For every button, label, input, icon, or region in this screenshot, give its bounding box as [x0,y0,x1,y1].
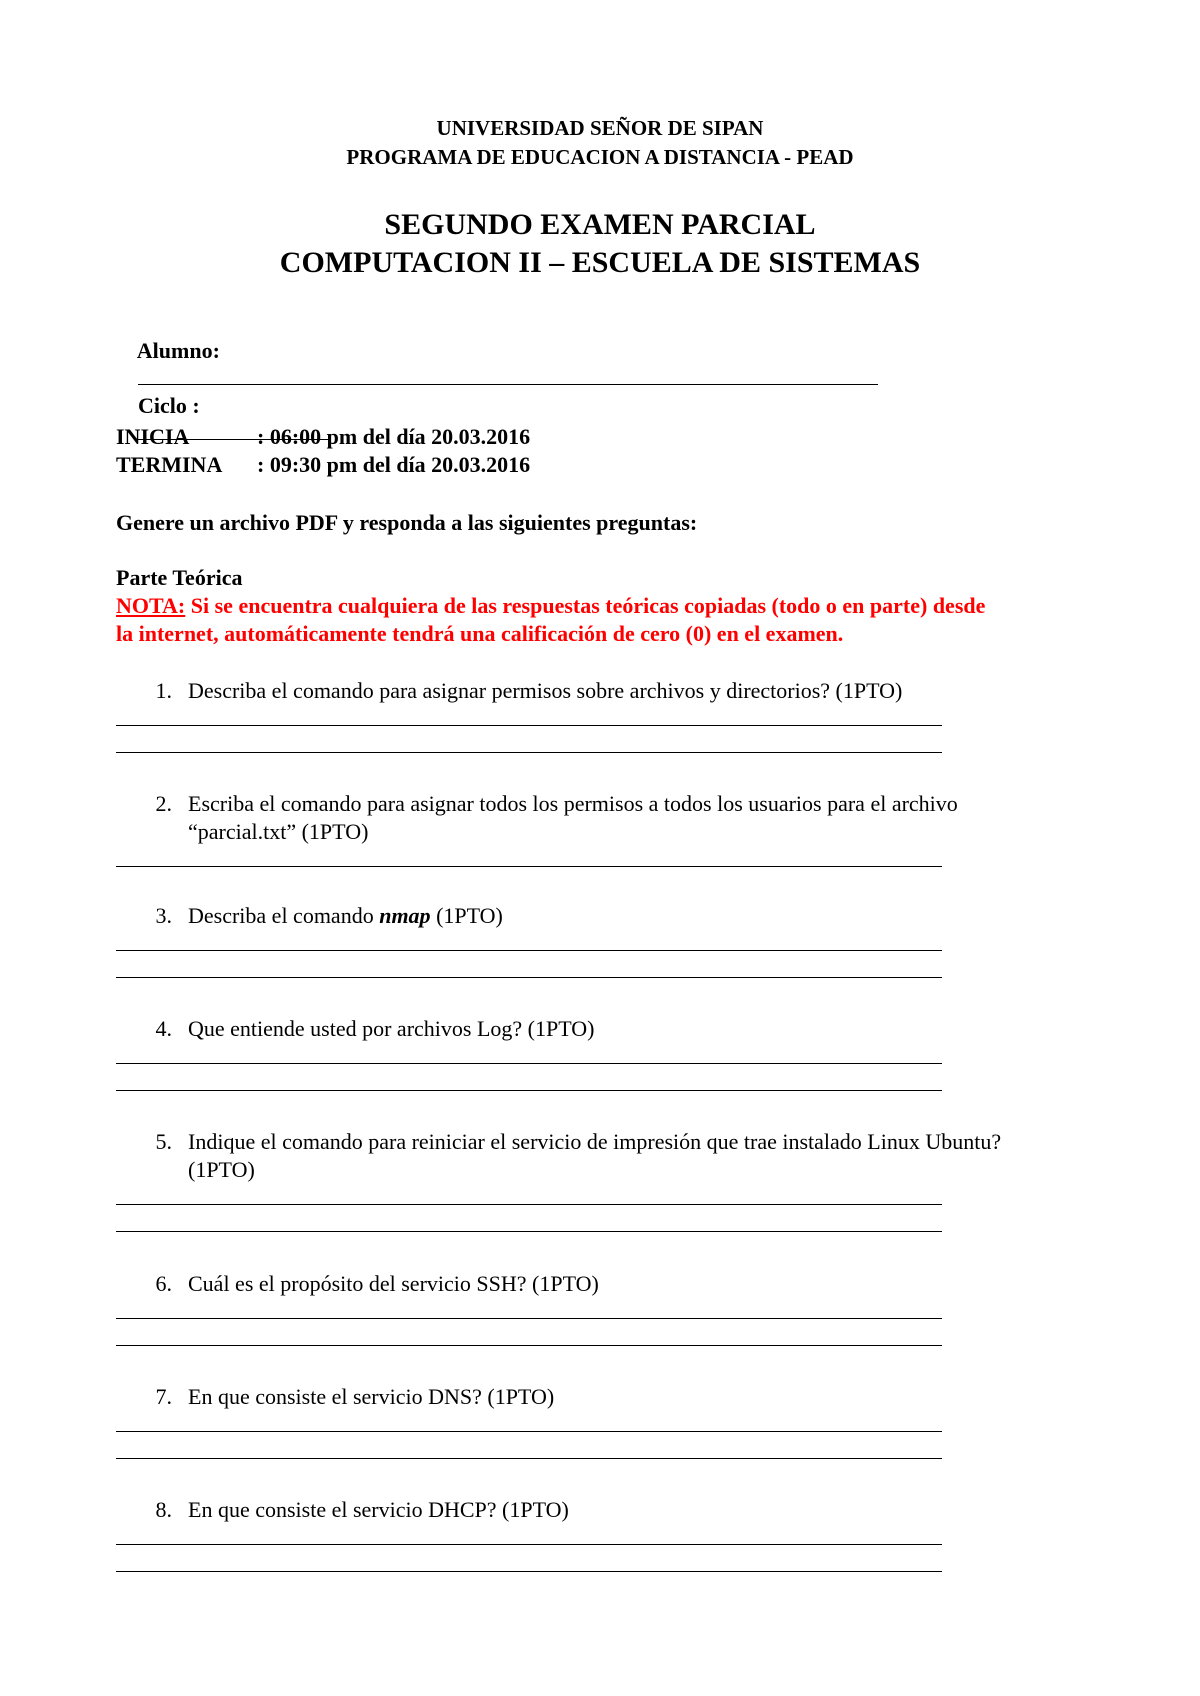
answer-line[interactable] [116,866,942,867]
question-4-number: 4. [155,1016,172,1041]
note-line-2: la internet, automáticamente tendrá una calificación de cero (0) en el examen. [116,621,844,646]
question-8-number: 8. [155,1497,172,1522]
answer-line[interactable] [116,1458,942,1459]
section-title: Parte Teórica [116,565,243,590]
answer-line[interactable] [116,1231,942,1232]
question-7-text: En que consiste el servicio DNS? (1PTO) [188,1384,555,1409]
start-value: : 06:00 pm del día 20.03.2016 [257,424,531,449]
answer-line[interactable] [116,1063,942,1064]
question-5-number: 5. [155,1129,172,1154]
exam-title: SEGUNDO EXAMEN PARCIAL [384,208,816,241]
question-8-text: En que consiste el servicio DHCP? (1PTO) [188,1497,569,1522]
question-2-text-line-2: “parcial.txt” (1PTO) [188,819,369,844]
question-2-number: 2. [155,791,172,816]
question-6-text: Cuál es el propósito del servicio SSH? (1PTO) [188,1271,599,1296]
question-3-command: nmap [379,903,431,928]
question-3-text-before: Describa el comando [188,903,380,928]
answer-line[interactable] [116,1090,942,1091]
student-label: Alumno: [136,338,220,363]
instruction-text: Genere un archivo PDF y responda a las siguientes preguntas: [116,510,698,535]
end-label: TERMINA [116,452,223,477]
answer-line[interactable] [116,1204,942,1205]
question-1-text: Describa el comando para asignar permisos sobre archivos y directorios? (1PTO) [188,678,903,703]
question-3-text [188,903,503,929]
university-name: UNIVERSIDAD SEÑOR DE SIPAN [436,116,764,140]
course-title: COMPUTACION II – ESCUELA DE SISTEMAS [279,246,921,279]
answer-line[interactable] [116,950,942,951]
answer-line[interactable] [116,752,942,753]
question-3-text-after: (1PTO) [430,903,503,928]
note-text-1: Si se encuentra cualquiera de las respuestas teóricas copiadas (todo o en parte) desde [185,593,986,618]
question-3-number: 3. [155,903,172,928]
end-value: : 09:30 pm del día 20.03.2016 [257,452,531,477]
cycle-label: Ciclo : [138,393,200,418]
answer-line[interactable] [116,1571,942,1572]
question-4-text: Que entiende usted por archivos Log? (1PTO) [188,1016,595,1041]
start-label: INICIA [116,424,190,449]
answer-line[interactable] [116,1544,942,1545]
note-label: NOTA: [116,593,186,618]
question-5-text: Indique el comando para reiniciar el servicio de impresión que trae instalado Linux Ubuntu? [188,1129,1002,1154]
answer-line[interactable] [116,725,942,726]
note-line-1 [116,593,985,619]
answer-line[interactable] [116,977,942,978]
answer-line[interactable] [116,1431,942,1432]
question-7-number: 7. [155,1384,172,1409]
question-5-text-line-2: (1PTO) [188,1157,255,1182]
question-1-number: 1. [155,678,172,703]
answer-line[interactable] [116,1318,942,1319]
answer-line[interactable] [116,1345,942,1346]
program-name: PROGRAMA DE EDUCACION A DISTANCIA - PEAD [346,145,854,169]
question-6-number: 6. [155,1271,172,1296]
question-2-text: Escriba el comando para asignar todos los permisos a todos los usuarios para el archivo [188,791,958,816]
